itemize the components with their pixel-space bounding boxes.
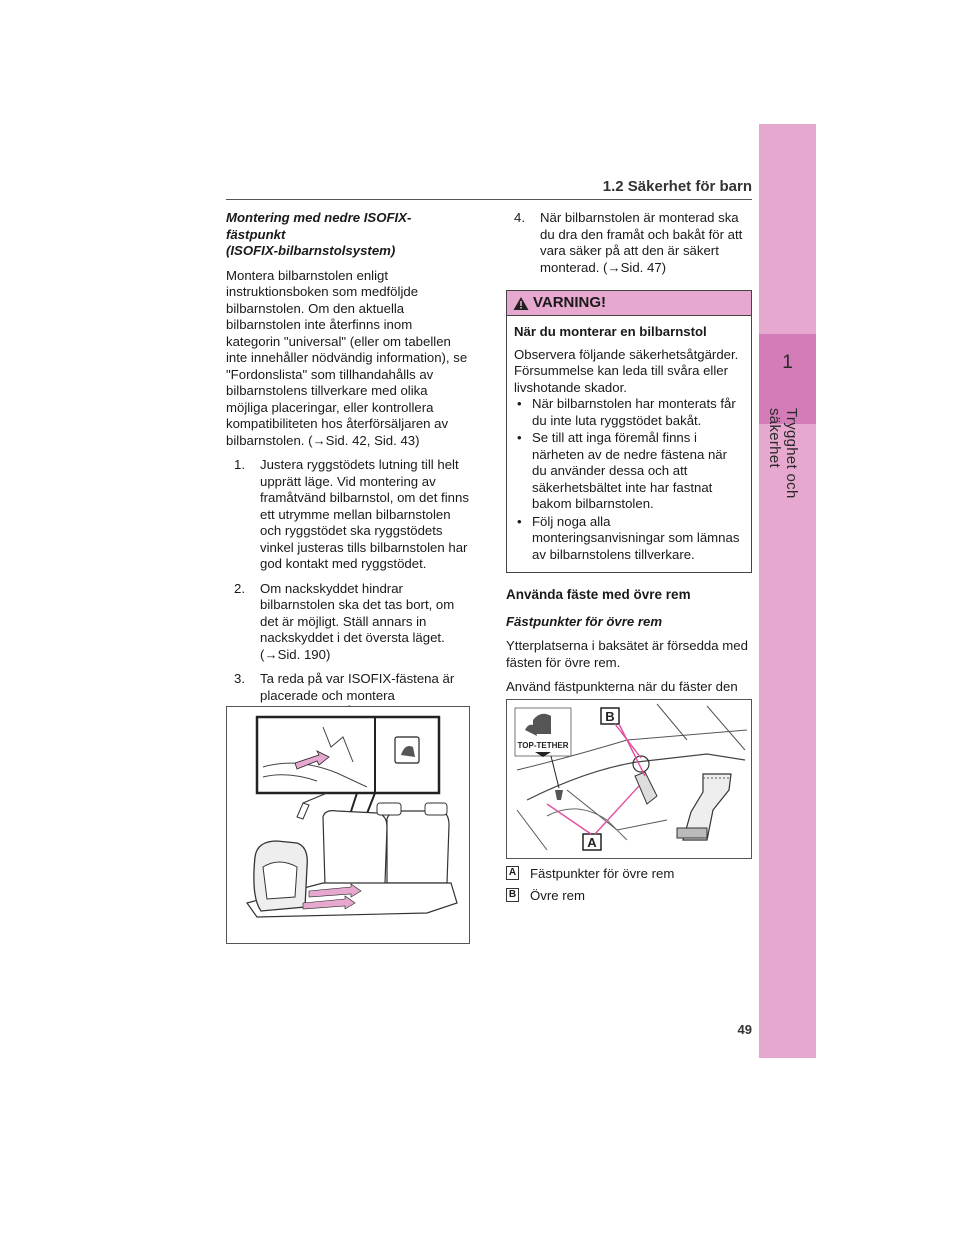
warning-bullet: • Se till att inga föremål finns i närheten av de nedre fästena när du använder dessa och att säkerhetsbältet inte har fastnat bakom bilbarnstolen.: [514, 430, 744, 513]
step-number: 1.: [234, 457, 245, 472]
install-steps-continued: [506, 210, 752, 276]
legend-key: B: [506, 888, 519, 902]
isofix-illustration-drawing: [227, 707, 469, 943]
anchor-point-left: [555, 790, 563, 800]
tether-symbol-label: TOP-TETHER: [517, 741, 569, 750]
page-number: 49: [737, 1022, 752, 1037]
legend-text: Övre rem: [530, 887, 585, 903]
legend-item-b: [506, 888, 752, 902]
step-text: När bilbarnstolen är monterad ska du dra den framåt och bakåt för att vara säker på att den är säkert monterad. (→Sid. 47): [540, 210, 743, 275]
tether-para-1: Ytterplatserna i baksätet är försedda med fästen för övre rem.: [506, 638, 748, 670]
step-number: 4.: [514, 210, 525, 225]
rear-window-lines: [657, 704, 745, 750]
top-tether-illustration-drawing: [507, 700, 751, 858]
warning-body: [507, 316, 751, 572]
tether-strap-line: [303, 793, 327, 803]
section-title: 1.2 Säkerhet för barn: [602, 178, 752, 195]
step-text: Om nackskyddet hindrar bilbarnstolen ska det tas bort, om det är möjligt. Ställ annars in nackskyddet i det översta läget. (→Sid. 190): [260, 580, 455, 662]
warning-triangle-icon: [513, 296, 529, 311]
warning-bullets: [514, 396, 744, 563]
tether-para-2: Använd fästpunkterna när du fäster den: [506, 679, 738, 694]
legend-key: A: [506, 866, 519, 880]
headrest-center: [377, 803, 401, 815]
chapter-number: 1: [782, 352, 793, 373]
step-4: [506, 210, 752, 276]
step-number: 3.: [234, 671, 245, 686]
chapter-label: Trygghet och säkerhet: [766, 408, 800, 499]
step-2: [226, 581, 470, 664]
isofix-illustration: [226, 706, 470, 944]
tether-subheading: Fästpunkter för övre rem: [506, 613, 663, 629]
isofix-subheading: [226, 210, 470, 260]
left-column: [226, 210, 470, 768]
callout-a-leader: [547, 804, 591, 834]
step-1: [226, 457, 470, 573]
warning-bullet: • Följ noga alla monteringsanvisningar som lämnas av bilbarnstolens tillverkare.: [514, 514, 744, 564]
callout-a-label: A: [587, 835, 597, 850]
isofix-intro: Montera bilbarnstolen enligt instruktionsboken som medföljde bilbarnstolen. Om den aktuella bilbarnstolen inte återfinns inom kategorin "universal" (eller om tabellen inte innehåller nödvändig information), se "Fordonslista" som tillhandahålls av bilbarnstolens tillverkare med olika möjliga placeringar, eller kontrollera kompatibiliteten hos återförsäljaren av bilbarnstolen. (→Sid. 42, Sid. 43): [226, 267, 468, 448]
callout-b-leader-2: [619, 724, 645, 776]
isofix-subheading-line1: Montering med nedre ISOFIX-fästpunkt: [226, 210, 412, 242]
warning-label: VARNING!: [533, 293, 607, 311]
anchor-bracket: [633, 756, 649, 772]
warning-box: [506, 290, 752, 573]
legend-text: Fästpunkter för övre rem: [530, 865, 675, 881]
seat-back-right: [387, 811, 449, 883]
warning-intro: Observera följande säkerhetsåtgärder. Försummelse kan leda till svåra eller livshotande skador.: [514, 346, 739, 395]
side-tab: [759, 124, 816, 1058]
headrest-right: [425, 803, 447, 815]
seat-back-left: [323, 811, 387, 885]
tether-strap: [297, 803, 309, 819]
tether-hook: [635, 772, 657, 804]
step-text: Ta reda på var ISOFIX-fästena är placerade och montera: [260, 671, 455, 703]
top-tether-illustration: [506, 699, 752, 859]
strap-buckle: [677, 828, 707, 838]
legend-item-a: [506, 866, 752, 880]
warning-header: [507, 291, 751, 316]
figure-legend: [506, 866, 752, 910]
callout-b-label: B: [605, 709, 615, 724]
tether-section-heading: Använda fäste med övre rem: [506, 587, 691, 602]
isofix-subheading-line2: (ISOFIX-bilbarnstolsystem): [226, 243, 396, 258]
warning-bullet: • När bilbarnstolen har monterats får du inte luta ryggstödet bakåt.: [514, 396, 744, 429]
child-seat-cushion: [263, 862, 297, 899]
warning-title: När du monterar en bilbarnstol: [514, 324, 707, 339]
step-text: Justera ryggstödets lutning till helt upprätt läge. Vid montering av framåtvänd bilbarnstol, om det finns ett utrymme mellan bilbarnstolen och ryggstödet ska ryggstödets vinkel justeras tills bilbarnstolen har god kontakt med ryggstödet.: [260, 457, 469, 571]
right-column: [506, 210, 752, 720]
step-number: 2.: [234, 580, 245, 596]
header-divider: [226, 199, 752, 200]
